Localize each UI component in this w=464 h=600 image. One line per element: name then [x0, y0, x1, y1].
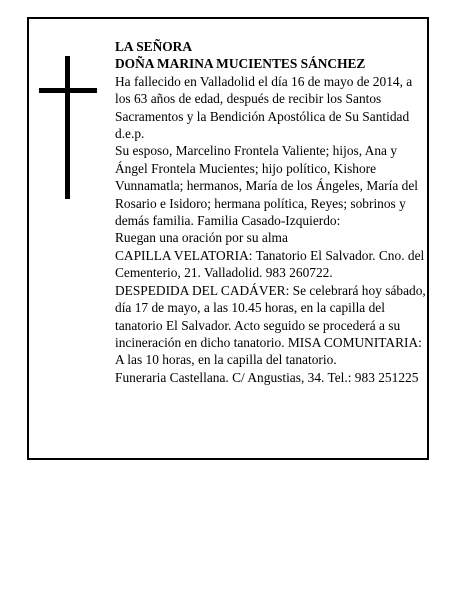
- family-list: Su esposo, Marcelino Frontela Valiente; hijos, Ana y Ángel Frontela Mucientes; hijo político, Kishore Vunnamatla; hermanos, María de los Ángeles, María del Rosario e Isidoro; hermana política, Reyes; sobrinos y demás familia. Familia Casado-Izquierdo:: [115, 143, 418, 229]
- obituary-text: [115, 38, 427, 386]
- funeral-home-info: Funeraria Castellana. C/ Angustias, 34. Tel.: 983 251225: [115, 369, 419, 385]
- latin-cross-icon: [39, 56, 97, 199]
- obituary-notice: [27, 17, 429, 460]
- notice-title: LA SEÑORA: [115, 39, 193, 54]
- cross-vertical-bar: [65, 56, 70, 199]
- prayer-request: Ruegan una oración por su alma: [115, 230, 288, 246]
- chapel-info: CAPILLA VELATORIA: Tanatorio El Salvador. Cno. del Cementerio, 21. Valladolid. 983 260722.: [115, 247, 425, 281]
- cross-horizontal-bar: [39, 88, 97, 93]
- death-announcement: Ha fallecido en Valladolid el día 16 de mayo de 2014, a los 63 años de edad, después de recibir los Santos Sacramentos y la Bendición Apostólica de Su Santidad d.e.p.: [115, 73, 413, 142]
- farewell-info: DESPEDIDA DEL CADÁVER: Se celebrará hoy sábado, día 17 de mayo, a las 10.45 horas, en la capilla del tanatorio El Salvador. Acto seguido se procederá a su incineración en dicho tanatorio. MISA COMUNITARIA: A las 10 horas, en la capilla del tanatorio.: [115, 282, 426, 368]
- deceased-name: DOÑA MARINA MUCIENTES SÁNCHEZ: [115, 56, 366, 72]
